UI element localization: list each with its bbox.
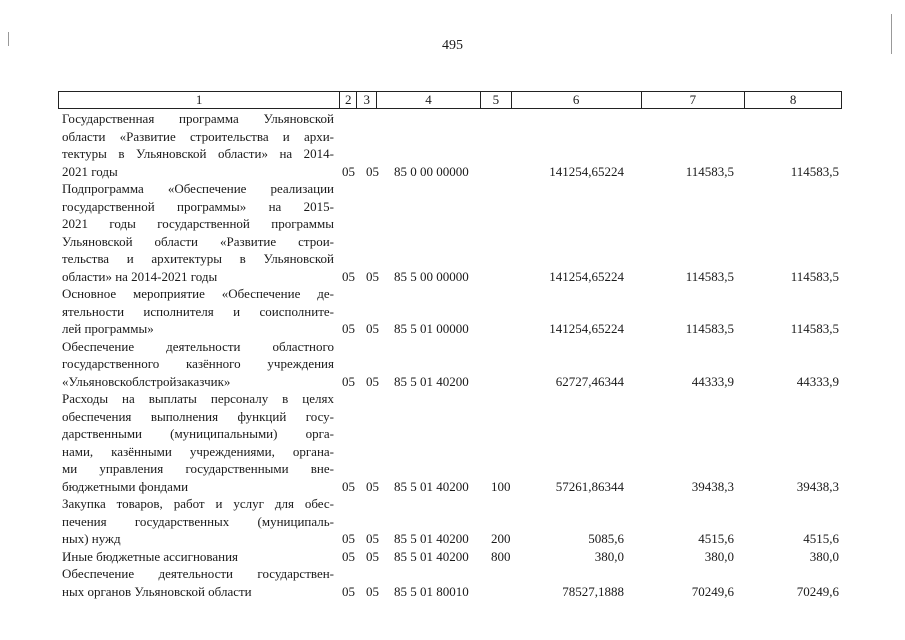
cell-col-7: 39438,3 bbox=[691, 478, 734, 494]
table-row bbox=[0, 390, 905, 495]
cell-col-6: 57261,86344 bbox=[555, 478, 624, 494]
cell-col-7: 114583,5 bbox=[685, 268, 734, 284]
cell-col-7: 4515,6 bbox=[698, 531, 734, 546]
row-description bbox=[62, 110, 334, 180]
cell-col-5: 800 bbox=[491, 548, 511, 564]
description-line: ми управления государственными вне- bbox=[62, 461, 334, 476]
description-line: дарственными (муниципальными) орга- bbox=[62, 426, 334, 441]
cell-col-6: 141254,65224 bbox=[549, 321, 624, 336]
cell-col-3: 05 bbox=[366, 583, 379, 599]
cell-col-5: 100 bbox=[491, 478, 511, 494]
description-line: нами, казёнными учреждениями, органа- bbox=[62, 443, 334, 459]
description-line: Подпрограмма «Обеспечение реализации bbox=[62, 181, 334, 196]
row-description bbox=[62, 495, 334, 548]
cell-col-7: 114583,5 bbox=[685, 163, 734, 179]
cell-col-6: 62727,46344 bbox=[555, 373, 624, 389]
description-line: ных) нужд bbox=[62, 531, 121, 546]
header-col-3: 3 bbox=[357, 92, 377, 108]
cell-col-4: 85 0 00 00000 bbox=[394, 163, 469, 179]
row-description bbox=[62, 548, 334, 566]
cell-col-7: 114583,5 bbox=[685, 321, 734, 336]
cell-col-4: 85 5 01 40200 bbox=[394, 478, 469, 494]
cell-col-6: 5085,6 bbox=[588, 531, 624, 546]
cell-col-6: 141254,65224 bbox=[549, 163, 624, 179]
header-col-6: 6 bbox=[512, 92, 642, 108]
cell-col-2: 05 bbox=[342, 163, 355, 179]
cell-col-7: 380,0 bbox=[704, 548, 734, 564]
table-header bbox=[58, 91, 842, 109]
row-description bbox=[62, 180, 334, 285]
cell-col-4: 85 5 01 40200 bbox=[394, 373, 469, 389]
row-description bbox=[62, 338, 334, 391]
table-row bbox=[0, 495, 905, 548]
description-line: «Ульяновскоблстройзаказчик» bbox=[62, 373, 231, 389]
description-line: государственного казённого учреждения bbox=[62, 356, 334, 371]
cell-col-2: 05 bbox=[342, 478, 355, 494]
table-row bbox=[0, 285, 905, 338]
description-line: бюджетными фондами bbox=[62, 478, 189, 494]
description-line: лей программы» bbox=[62, 321, 154, 336]
description-line: Основное мероприятие «Обеспечение де- bbox=[62, 286, 334, 301]
cell-col-8: 114583,5 bbox=[790, 321, 839, 336]
description-line: области» на 2014-2021 годы bbox=[62, 268, 218, 284]
table-row bbox=[0, 565, 905, 600]
cell-col-3: 05 bbox=[366, 548, 379, 564]
header-col-7: 7 bbox=[642, 92, 746, 108]
cell-col-3: 05 bbox=[366, 268, 379, 284]
table-body bbox=[0, 110, 905, 600]
cell-col-2: 05 bbox=[342, 583, 355, 599]
cell-col-8: 114583,5 bbox=[790, 268, 839, 284]
cell-col-7: 70249,6 bbox=[691, 583, 734, 599]
description-line: Обеспечение деятельности областного bbox=[62, 338, 334, 354]
cell-col-2: 05 bbox=[342, 531, 355, 546]
description-line: Ульяновской области «Развитие строи- bbox=[62, 233, 334, 249]
header-col-5: 5 bbox=[481, 92, 512, 108]
description-line: Иные бюджетные ассигнования bbox=[62, 548, 239, 564]
description-line: ных органов Ульяновской области bbox=[62, 583, 252, 599]
description-line: тельства и архитектуры в Ульяновской bbox=[62, 251, 334, 266]
description-line: Обеспечение деятельности государствен- bbox=[62, 566, 334, 581]
row-description bbox=[62, 285, 334, 338]
header-col-2: 2 bbox=[340, 92, 357, 108]
cell-col-8: 44333,9 bbox=[796, 373, 839, 389]
row-description bbox=[62, 390, 334, 495]
description-line: 2021 годы государственной программы bbox=[62, 216, 334, 231]
cell-col-3: 05 bbox=[366, 478, 379, 494]
cell-col-8: 114583,5 bbox=[790, 163, 839, 179]
table-row bbox=[0, 180, 905, 285]
cell-col-8: 39438,3 bbox=[796, 478, 839, 494]
cell-col-2: 05 bbox=[342, 268, 355, 284]
description-line: тектуры в Ульяновской области» на 2014- bbox=[62, 146, 334, 161]
description-line: государственной программы» на 2015- bbox=[62, 198, 334, 214]
cell-col-6: 78527,1888 bbox=[562, 583, 624, 599]
description-line: Государственная программа Ульяновской bbox=[62, 111, 334, 126]
row-description bbox=[62, 565, 334, 600]
table-row bbox=[0, 548, 905, 566]
cell-col-3: 05 bbox=[366, 163, 379, 179]
cell-col-2: 05 bbox=[342, 548, 355, 564]
cell-col-3: 05 bbox=[366, 531, 379, 546]
cell-col-3: 05 bbox=[366, 373, 379, 389]
cell-col-8: 4515,6 bbox=[803, 531, 839, 546]
cell-col-8: 380,0 bbox=[809, 548, 839, 564]
header-col-8: 8 bbox=[789, 92, 797, 107]
cell-col-2: 05 bbox=[342, 321, 355, 336]
cell-col-2: 05 bbox=[342, 373, 355, 389]
cell-col-6: 141254,65224 bbox=[549, 268, 624, 284]
cell-col-4: 85 5 00 00000 bbox=[394, 268, 469, 284]
cell-col-5: 200 bbox=[491, 531, 511, 546]
cell-col-8: 70249,6 bbox=[796, 583, 839, 599]
cell-col-4: 85 5 01 40200 bbox=[394, 548, 469, 564]
description-line: обеспечения выполнения функций госу- bbox=[62, 408, 334, 424]
description-line: области «Развитие строительства и архи- bbox=[62, 128, 334, 144]
cell-col-6: 380,0 bbox=[594, 548, 624, 564]
table-row bbox=[0, 110, 905, 180]
header-col-4: 4 bbox=[377, 92, 481, 108]
page-number: 495 bbox=[442, 38, 463, 53]
table-row bbox=[0, 338, 905, 391]
header-col-1: 1 bbox=[59, 92, 340, 108]
description-line: печения государственных (муниципаль- bbox=[62, 513, 334, 529]
cell-col-4: 85 5 01 00000 bbox=[394, 321, 469, 336]
cell-col-7: 44333,9 bbox=[691, 373, 734, 389]
cell-col-4: 85 5 01 40200 bbox=[394, 531, 469, 546]
description-line: Закупка товаров, работ и услуг для обес- bbox=[62, 496, 334, 511]
cell-col-3: 05 bbox=[366, 321, 379, 336]
description-line: 2021 годы bbox=[62, 163, 118, 179]
description-line: Расходы на выплаты персоналу в целях bbox=[62, 391, 334, 406]
cell-col-4: 85 5 01 80010 bbox=[394, 583, 469, 599]
description-line: ятельности исполнителя и соисполните- bbox=[62, 303, 334, 319]
